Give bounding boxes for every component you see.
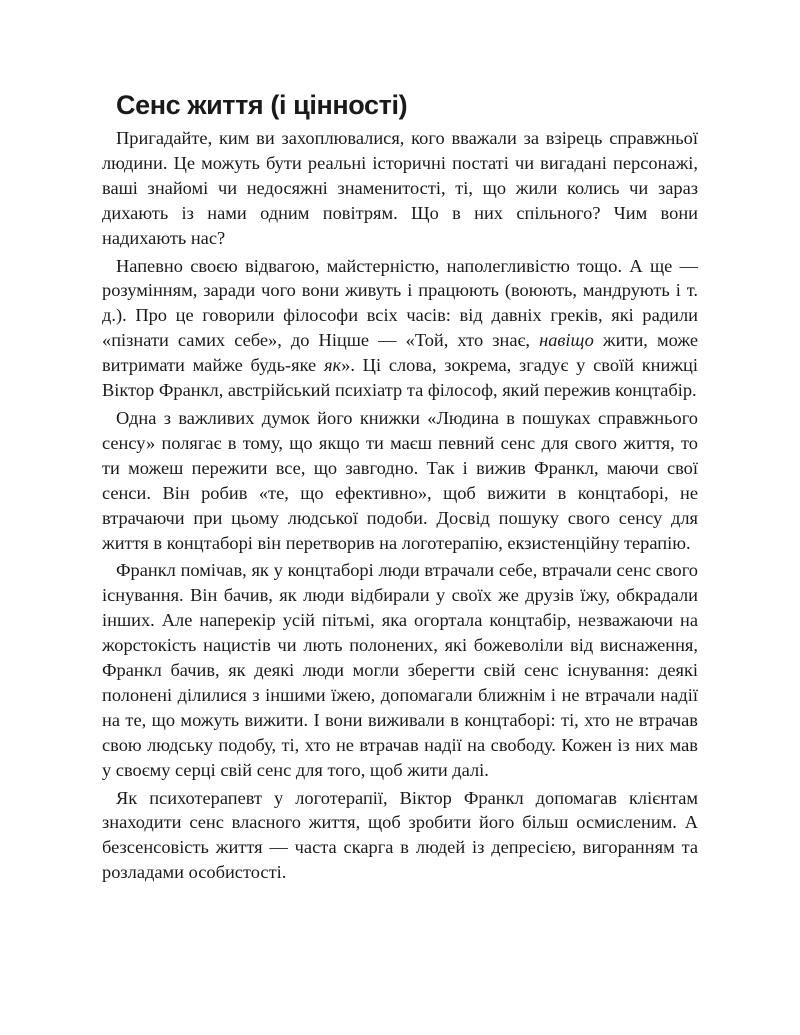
paragraph-text: Як психотерапевт у логотерапії, Віктор Франкл допомагав клієнтам знаходити сенс власного життя, щоб зробити його більш осмисленим. А безсенсовість життя — часта скарга в людей із депресією, вигоранням та розладами особистості. xyxy=(102,787,698,883)
paragraph-1 xyxy=(102,126,698,251)
paragraph-text: ». Ці слова, зокрема, згадує у своїй книжці Віктор Франкл, австрійський психіатр та філософ, який пережив концтабір. xyxy=(102,355,698,401)
italic-word: як xyxy=(323,355,342,376)
section-title: Сенс життя (і цінності) xyxy=(116,90,408,120)
paragraph-text: жити, може витримати майже будь-яке xyxy=(102,330,698,376)
paragraph-text: Напевно своєю відвагою, майстерністю, наполегливістю тощо. А ще — розумінням, заради чого вони живуть і працюють (воюють, мандрують і т. д.). Про це говорили філософи всіх часів: від давніх греків, які радили «пізнати самих себе», до Ніцше — «Той, хто знає, xyxy=(102,255,698,351)
paragraph-3 xyxy=(102,406,698,555)
paragraph-4 xyxy=(102,558,698,782)
text-body xyxy=(102,88,698,888)
paragraph-5 xyxy=(102,786,698,886)
italic-word: навіщо xyxy=(539,330,594,351)
paragraph-2 xyxy=(102,254,698,403)
paragraph-text: Одна з важливих думок його книжки «Людина в пошуках справжнього сенсу» полягає в тому, що якщо ти маєш певний сенс для свого життя, то ти можеш пережити все, що завгодно. Так і вижив Франкл, маючи свої сенси. Він робив «те, що ефективно», щоб вижити в концтаборі, не втрачаючи при цьому людської подоби. Досвід пошуку свого сенсу для життя в концтаборі він перетворив на логотерапію, екзистенційну терапію. xyxy=(102,407,698,553)
paragraph-text: Пригадайте, ким ви захоплювалися, кого вважали за взірець справжньої людини. Це можуть бути реальні історичні постаті чи вигадані персонажі, ваші знайомі чи недосяжні знаменитості, ті, що жили колись чи зараз дихають із нами одним повітрям. Що в них спільного? Чим вони надихають нас? xyxy=(102,128,698,248)
paragraph-text: Франкл помічав, як у концтаборі люди втрачали себе, втрачали сенс свого існування. Він бачив, як люди відбирали у своїх же друзів їжу, обкрадали інших. Але наперекір усій пітьмі, яка огортала концтабір, незважаючи на жорстокість нацистів чи лють полонених, які божеволіли від виснаження, Франкл бачив, як деякі люди могли зберегти свій сенс існування: деякі полонені ділилися з іншими їжею, допомагали ближнім і не втрачали надії на те, що можуть вижити. І вони виживали в концтаборі: ті, хто не втрачав свою людську подобу, ті, хто не втрачав надії на свободу. Кожен із них мав у своєму серці свій сенс для того, щоб жити далі. xyxy=(102,560,698,780)
